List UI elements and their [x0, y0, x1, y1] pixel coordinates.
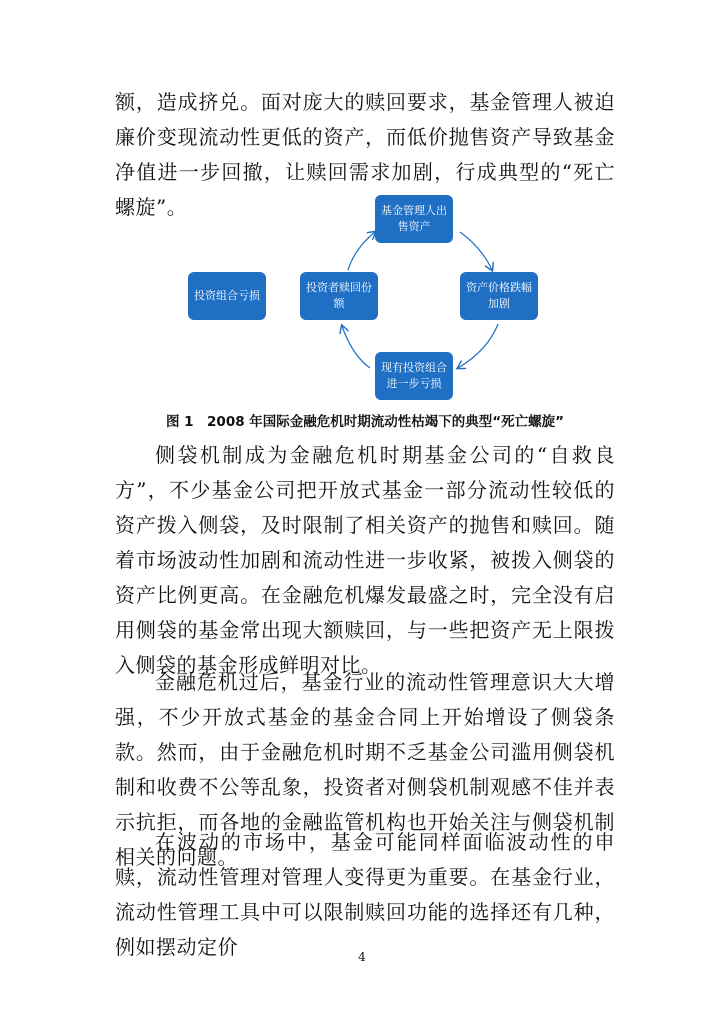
- figure-caption: 图 1 2008 年国际金融危机时期流动性枯竭下的典型“死亡螺旋”: [165, 414, 565, 430]
- page-number: 4: [358, 950, 366, 964]
- box-asset-price-drop: 资产价格跌幅加剧: [460, 272, 538, 320]
- arrow-right-to-bottom: [458, 324, 498, 368]
- box-portfolio-loss: 投资组合亏损: [188, 272, 266, 320]
- paragraph-post-crisis: 金融危机过后，基金行业的流动性管理意识大大增强，不少开放式基金的基金合同上开始增设了侧袋条款。然而，由于金融危机时期不乏基金公司滥用侧袋机制和收费不公等乱象，投资者对侧袋机制观感不佳并表示抗拒，而各地的金融监管机构也开始关注与侧袋机制相关的问题。: [115, 670, 615, 869]
- death-spiral-figure: [180, 190, 530, 400]
- arrow-top-to-right: [460, 232, 492, 270]
- paragraph-intro: 额，造成挤兑。面对庞大的赎回要求，基金管理人被迫廉价变现流动性更低的资产，而低价抛售资产导致基金净值进一步回撤，让赎回需求加剧，行成典型的“死亡螺旋”。: [115, 90, 615, 219]
- paragraph-side-pocket: 侧袋机制成为金融危机时期基金公司的“自救良方”，不少基金公司把开放式基金一部分流动性较低的资产拨入侧袋，及时限制了相关资产的抛售和赎回。随着市场波动性加剧和流动性进一步收紧，被拨入侧袋的资产比例更高。在金融危机爆发最盛之时，完全没有启用侧袋的基金常出现大额赎回，与一些把资产无上限拨入侧袋的基金形成鲜明对比。: [115, 443, 615, 677]
- arrow-mid-to-top: [348, 232, 375, 270]
- paragraph-liquidity-tools: 在波动的市场中，基金可能同样面临波动性的申赎，流动性管理对管理人变得更为重要。在基金行业，流动性管理工具中可以限制赎回功能的选择还有几种，例如摆动定价: [115, 830, 615, 959]
- box-fund-manager-sells: 基金管理人出售资产: [375, 195, 453, 243]
- box-further-loss: 现有投资组合进一步亏损: [375, 352, 453, 400]
- box-investor-redemption: 投资者赎回份额: [300, 272, 378, 320]
- arrow-bottom-to-mid: [342, 326, 370, 368]
